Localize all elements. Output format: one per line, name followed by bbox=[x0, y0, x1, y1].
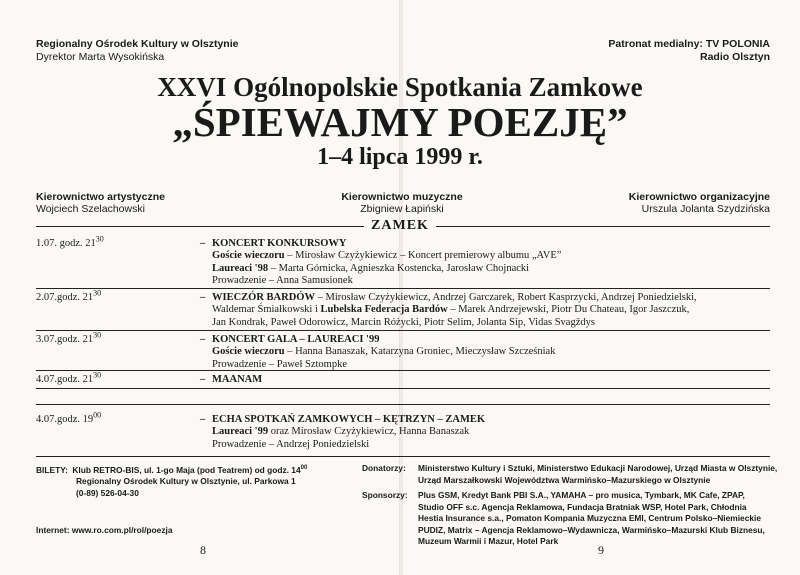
media-patron-block bbox=[608, 38, 770, 64]
festival-dates: 1–4 lipca 1999 r. bbox=[317, 144, 483, 170]
event-title: MAANAM bbox=[212, 374, 263, 385]
sponsors-line: PUDIZ, Matrix – Agencja Reklamowo–Wydawnicza, Warmińsko–Mazurski Klub Biznesu, bbox=[418, 524, 765, 535]
music-direction-name: Zbigniew Łapiński bbox=[360, 203, 444, 215]
brochure-spread: Regionalny Ośrodek Kultury w Olsztynie Dyrektor Marta Wysokińska Patronat medialny: TV POLONIA Radio Olsztyn XXVI Ogólnopolskie Spotkania Zamkowe „ŚPIEWAJMY POEZJĘ” 1–4 lipca 1999 r. Kierownictwo artystyczne Wojciech Szelachowski Kierownictwo muzyczne Zbigniew Łapiński Kierownictwo organizacyjne Urszula Jolanta Szydzińska ZAMEK 1.07. godz. $21^{30}$ – KONCERT KONKURSOWY Goście wieczoru – Mirosław Czyżykiewicz – Koncert premierowy albumu „AVE” Laureaci '98 – Marta Górnicka, Agnieszka Kostencka, Jarosław Chojnacki Prowadzenie – Anna Samusionek 2.07.godz. $21^{30}$ – WIECZÓR BARDÓW – Mirosław Czyżykiewicz, Andrzej Garczarek, Robert Kasprzycki, Andrzej Poniedzielski, Waldemar Śmiałkowski i Lubelska Federacja Bardów – Marek Andrzejewski, Piotr Du Chateau, Igor Jaszczuk, Jan Kondrak, Paweł Odorowicz, Marcin Różycki, Piotr Selim, Jolanta Sip, Vidas Svagždys 3.07.godz. $21^{30}$ – KONCERT GALA – LAUREACI '99 Goście wieczoru – Hanna Banaszak, Katarzyna Groniec, Mieczysław Szcześniak Prowadzenie – Paweł Sztompke 4.07.godz. $21^{30}$ – MAANAM 4.07.godz. $19^{00}$ – ECHA SPOTKAŃ ZAMKOWYCH – KĘTRZYN – ZAMEK Laureaci '99 oraz Mirosław Czyżykiewicz, Hanna Banaszak Prowadzenie – Andrzej Poniedzielski BILETY: Klub RETRO-BIS, ul. 1-go Maja (pod Teatrem) od godz. $14^{00}$ Regionalny Ośrodek Kultury w Olsztynie, ul. Parkowa 1 (0-89) 526-04-30 Internet: www.ro.com.pl/rol/poezja Donatorzy: Ministerstwo Kultury i Sztuki, Ministerstwo Edukacji Narodowej, Urząd Miasta w Olsztynie, Urząd Marszałkowski Województwa Warmińsko–Mazurskiego w Olsztynie Sponsorzy: Plus GSM, Kredyt Bank PBI S.A., YAMAHA – pro musica, Tymbark, MK Cafe, ZPAP, Studio OFF s.c. Agencja Reklamowa, Fundacja Bratniak WSP, Hotel Park, Chłodnia Hestia Insurance s.a., Pomaton Kompania Muzyczna EMI, Centrum Polsko–Niemieckie PUDIZ, Matrix – Agencja Reklamowo–Wydawnicza, Warmińsko–Mazurski Klub Biznesu, Muzeum Warmii i Mazur, Hotel Park 8 9 bbox=[0, 0, 800, 575]
sponsors-line: Muzeum Warmii i Mazur, Hotel Park bbox=[418, 536, 559, 546]
media-patron-line1: Patronat medialny: TV POLONIA bbox=[608, 38, 770, 50]
row-divider bbox=[36, 288, 770, 289]
row-divider bbox=[36, 370, 770, 371]
sponsors-block bbox=[362, 490, 782, 550]
event-title: KONCERT GALA – LAUREACI '99 bbox=[212, 334, 380, 345]
organizer-block bbox=[36, 38, 238, 64]
tickets-label: BILETY: bbox=[36, 464, 68, 475]
row-divider bbox=[36, 330, 770, 331]
tickets-block: BILETY: Klub RETRO-BIS, ul. 1-go Maja (pod Teatrem) od godz. $14^{00}$ Regionalny Ośrodek Kultury w Olsztynie, ul. Parkowa 1 (0-89) 526-04-30 bbox=[36, 464, 308, 498]
event-datetime: 3.07.godz. $21^{30}$ bbox=[36, 330, 102, 345]
media-patron-line2: Radio Olsztyn bbox=[699, 51, 770, 63]
event-title: KONCERT KONKURSOWY bbox=[212, 238, 347, 249]
organizational-direction-role: Kierownictwo organizacyjne bbox=[628, 191, 770, 203]
organizational-direction-name: Urszula Jolanta Szydzińska bbox=[641, 203, 770, 215]
event-title: ECHA SPOTKAŃ ZAMKOWYCH – KĘTRZYN – ZAMEK bbox=[212, 414, 486, 425]
tickets-venue: Klub RETRO-BIS, ul. 1-go Maja (pod Teatrem) od godz. 14 bbox=[72, 464, 301, 475]
event-datetime: 4.07.godz. $21^{30}$ bbox=[36, 370, 102, 385]
festival-title: XXVI Ogólnopolskie Spotkania Zamkowe bbox=[157, 72, 643, 102]
director-name: Dyrektor Marta Wysokińska bbox=[36, 51, 165, 63]
donors-block: Donatorzy: Ministerstwo Kultury i Sztuki, Ministerstwo Edukacji Narodowej, Urząd Miasta w Olsztynie, Urząd Marszałkowski Województwa Warmińsko–Mazurskiego w Olsztynie bbox=[362, 463, 778, 485]
organizer-name: Regionalny Ośrodek Kultury w Olsztynie bbox=[36, 38, 239, 50]
row-divider bbox=[36, 388, 770, 389]
page-number-left: 8 bbox=[200, 543, 206, 557]
internet-link[interactable]: Internet: www.ro.com.pl/rol/poezja bbox=[36, 525, 173, 535]
footer-divider bbox=[36, 456, 770, 457]
music-direction bbox=[302, 191, 502, 215]
venue-rule-right bbox=[436, 226, 770, 227]
tickets-address: Regionalny Ośrodek Kultury w Olsztynie, ul. Parkowa 1 bbox=[76, 476, 296, 487]
sponsors-line: Hestia Insurance s.a., Pomaton Kompania Muzyczna EMI, Centrum Polsko–Niemieckie bbox=[418, 513, 762, 523]
event-title: WIECZÓR BARDÓW bbox=[212, 292, 315, 303]
page-number-right: 9 bbox=[598, 543, 604, 557]
venue-heading: ZAMEK bbox=[371, 218, 429, 233]
event-datetime: 2.07.godz. $21^{30}$ bbox=[36, 288, 102, 303]
artistic-direction-name: Wojciech Szelachowski bbox=[36, 203, 145, 215]
event-datetime: 1.07. godz. $21^{30}$ bbox=[36, 234, 104, 249]
music-direction-role: Kierownictwo muzyczne bbox=[341, 191, 463, 203]
artistic-direction-role: Kierownictwo artystyczne bbox=[36, 191, 165, 203]
sponsors-label: Sponsorzy: bbox=[362, 490, 408, 500]
organizational-direction bbox=[629, 191, 770, 215]
festival-motto: „ŚPIEWAJMY POEZJĘ” bbox=[172, 99, 628, 145]
tickets-phone: (0-89) 526-04-30 bbox=[76, 487, 139, 498]
section-divider bbox=[36, 404, 770, 405]
sponsors-line: Plus GSM, Kredyt Bank PBI S.A., YAMAHA – pro musica, Tymbark, MK Cafe, ZPAP, bbox=[418, 490, 745, 500]
event-datetime: 4.07.godz. $19^{00}$ bbox=[36, 410, 102, 425]
sponsors-line: Studio OFF s.c. Agencja Reklamowa, Fundacja Bratniak WSP, Hotel Park, Chłodnia bbox=[418, 501, 747, 512]
donors-label: Donatorzy: bbox=[362, 463, 406, 473]
artistic-direction bbox=[36, 191, 165, 215]
